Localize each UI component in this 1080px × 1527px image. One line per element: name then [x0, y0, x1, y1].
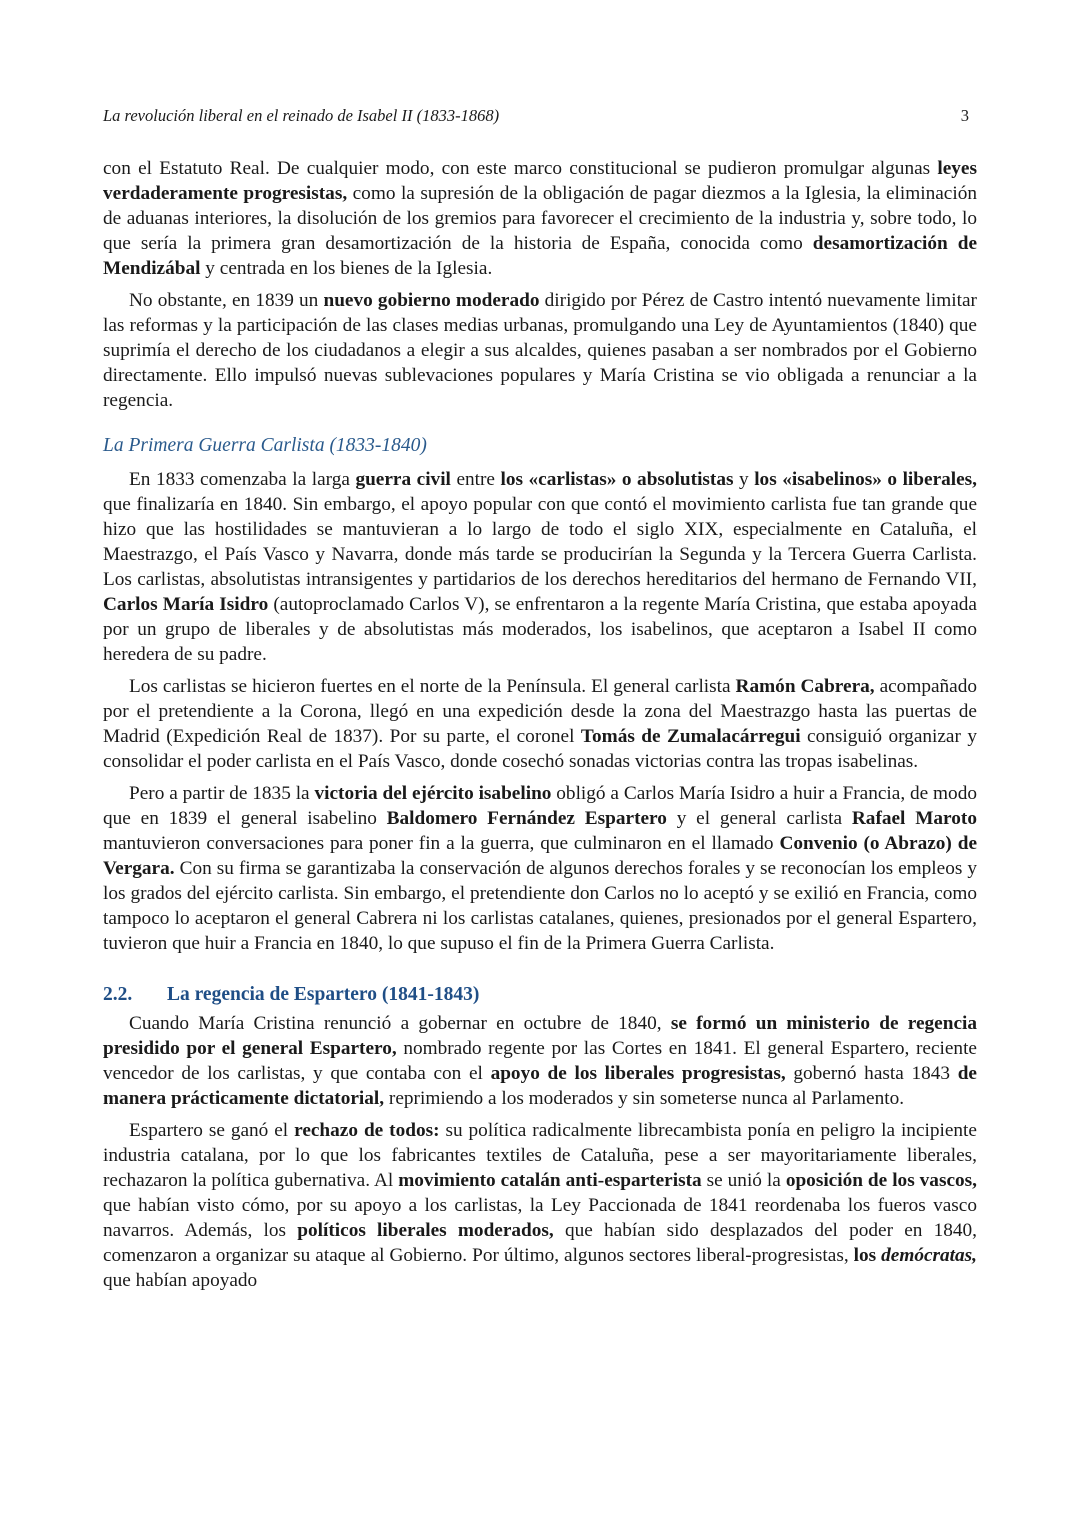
text: acompañado por el pretendiente a la Corona, llegó en una expedición desde la zona del Maestrazgo hasta las puertas de Madrid (Expedición Real de 1837). Por su parte, el coronel	[103, 676, 977, 747]
bold-text: de manera prácticamente dictatorial,	[103, 1063, 977, 1109]
bold-text: los «carlistas» o absolutistas	[500, 469, 734, 490]
text: y	[733, 469, 755, 490]
paragraph-4	[103, 674, 977, 774]
section-heading-regencia-espartero	[103, 982, 977, 1007]
bold-text: desamortización de Mendizábal	[103, 233, 978, 279]
bold-text: Tomás de Zumalacárregui	[580, 726, 801, 747]
paragraph-2	[103, 288, 977, 413]
text: nombrado regente por las Cortes en 1841. El general Espartero, reciente vencedor de los carlistas, y que contaba con el	[103, 1038, 977, 1084]
bold-text: Ramón Cabrera,	[735, 676, 875, 697]
text: (autoproclamado Carlos V), se enfrentaron a la regente María Cristina, que estaba apoyada por un grupo de liberales y de absolutistas más moderados, los isabelinos, que aceptaron a Isabel II como heredera de su padre.	[103, 594, 977, 665]
text: se unió la	[701, 1170, 786, 1191]
bold-text: movimiento catalán anti-esparterista	[398, 1170, 702, 1191]
bold-text: políticos liberales moderados,	[297, 1220, 554, 1241]
bold-text: apoyo de los liberales progresistas,	[490, 1063, 786, 1084]
text: mantuvieron conversaciones para poner fin a la guerra, que culminaron en el llamado	[103, 833, 780, 854]
text: Con su firma se garantizaba la conservación de algunos derechos forales y se reconocían los empleos y los grados del ejército carlista. Sin embargo, el pretendiente don Carlos no lo aceptó y se exilió en Francia, como tampoco lo aceptaron el general Cabrera ni los carlistas catalanes, quienes, presionados por el general Espartero, tuvieron que huir a Francia en 1840, lo que supuso el fin de la Primera Guerra Carlista.	[103, 858, 977, 954]
text: que habían apoyado	[103, 1270, 258, 1291]
text: Los carlistas se hicieron fuertes en el norte de la Península. El general carlista	[129, 676, 736, 697]
bold-text: leyes verdaderamente progresistas,	[103, 158, 977, 204]
paragraph-1	[103, 156, 977, 281]
bold-text: Convenio (o Abrazo) de Vergara.	[103, 833, 977, 879]
paragraph-3	[103, 467, 977, 667]
bold-text: guerra civil	[355, 469, 451, 490]
page-number: 3	[960, 106, 969, 125]
text: con el Estatuto Real. De cualquier modo, con este marco constitucional se pudieron promulgar algunas	[103, 158, 938, 179]
bold-text: los «isabelinos» o liberales,	[754, 469, 978, 490]
bold-text: Rafael Maroto	[851, 808, 977, 829]
section-title: La regencia de Espartero (1841-1843)	[167, 984, 480, 1005]
text: gobernó hasta 1843	[785, 1063, 958, 1084]
subheading-primera-guerra-carlista: La Primera Guerra Carlista (1833-1840)	[103, 435, 427, 456]
text: obligó a Carlos María Isidro a huir a Francia, de modo que en 1839 el general isabelino	[103, 783, 977, 829]
bold-text: Baldomero Fernández Espartero	[386, 808, 667, 829]
text: como la supresión de la obligación de pagar diezmos a la Iglesia, la eliminación de aduanas interiores, la disolución de los gremios para favorecer el crecimiento de la industria y, sobre todo, lo que sería la primera gran desamortización de la historia de España, conocida como	[103, 183, 977, 254]
text: consiguió organizar y consolidar el poder carlista en el País Vasco, donde cosechó sonadas victorias contra las tropas isabelinas.	[103, 726, 978, 772]
bold-italic-text: demócratas,	[881, 1245, 977, 1266]
text: dirigido por Pérez de Castro intentó nuevamente limitar las reformas y la participación de las clases medias urbanas, promulgando una Ley de Ayuntamientos (1840) que suprimía el derecho de los ciudadanos a elegir a sus alcaldes, quienes pasaban a ser nombrados por el Gobierno directamente. Ello impulsó nuevas sublevaciones populares y María Cristina se vio obligada a renunciar a la regencia.	[103, 290, 977, 411]
text: que habían sido desplazados del poder en 1840, comenzaron a organizar su ataque al Gobierno. Por último, algunos sectores liberal-progresistas,	[103, 1220, 977, 1266]
text: reprimiendo a los moderados y sin someterse nunca al Parlamento.	[384, 1088, 905, 1109]
text: su política radicalmente librecambista ponía en peligro la incipiente industria catalana, por lo que los fabricantes textiles de Cataluña, pese a ser mayoritariamente liberales, rechazaron la política gubernativa. Al	[103, 1120, 977, 1191]
running-header	[103, 106, 977, 128]
text: Cuando María Cristina renunció a gobernar en octubre de 1840,	[129, 1013, 671, 1034]
text: que finalizaría en 1840. Sin embargo, el apoyo popular con que contó el movimiento carlista fue tan grande que hizo que las hostilidades se mantuvieran a lo largo de todo el siglo XIX, especialmente en Cataluña, el Maestrazgo, el País Vasco y Navarra, donde más tarde se producirían la Segunda y la Tercera Guerra Carlista. Los carlistas, absolutistas intransigentes y partidarios de los derechos hereditarios del hermano de Fernando VII,	[103, 494, 977, 590]
bold-text: Carlos María Isidro	[103, 594, 269, 615]
text: y centrada en los bienes de la Iglesia.	[200, 258, 493, 279]
text: Pero a partir de 1835 la	[129, 783, 315, 804]
bold-text: oposición de los vascos,	[785, 1170, 977, 1191]
text: No obstante, en 1839 un	[129, 290, 324, 311]
bold-text: se formó un ministerio de regencia presidido por el general Espartero,	[103, 1013, 978, 1059]
paragraph-6	[103, 1011, 977, 1111]
text: y el general carlista	[666, 808, 852, 829]
text: Espartero se ganó el	[129, 1120, 295, 1141]
bold-text: rechazo de todos:	[294, 1120, 440, 1141]
text: que habían visto cómo, por su apoyo a los carlistas, la Ley Paccionada de 1841 reordenaba los fueros vasco navarros. Además, los	[103, 1195, 977, 1241]
paragraph-7	[103, 1118, 977, 1293]
paragraph-5	[103, 781, 977, 956]
text: entre	[450, 469, 501, 490]
bold-text: victoria del ejército isabelino	[314, 783, 552, 804]
bold-text: los	[853, 1245, 882, 1266]
bold-text: nuevo gobierno moderado	[323, 290, 540, 311]
header-title: La revolución liberal en el reinado de Isabel II (1833-1868)	[103, 106, 500, 125]
document-body	[103, 156, 977, 1300]
section-number: 2.2.	[103, 984, 133, 1005]
text: En 1833 comenzaba la larga	[129, 469, 356, 490]
